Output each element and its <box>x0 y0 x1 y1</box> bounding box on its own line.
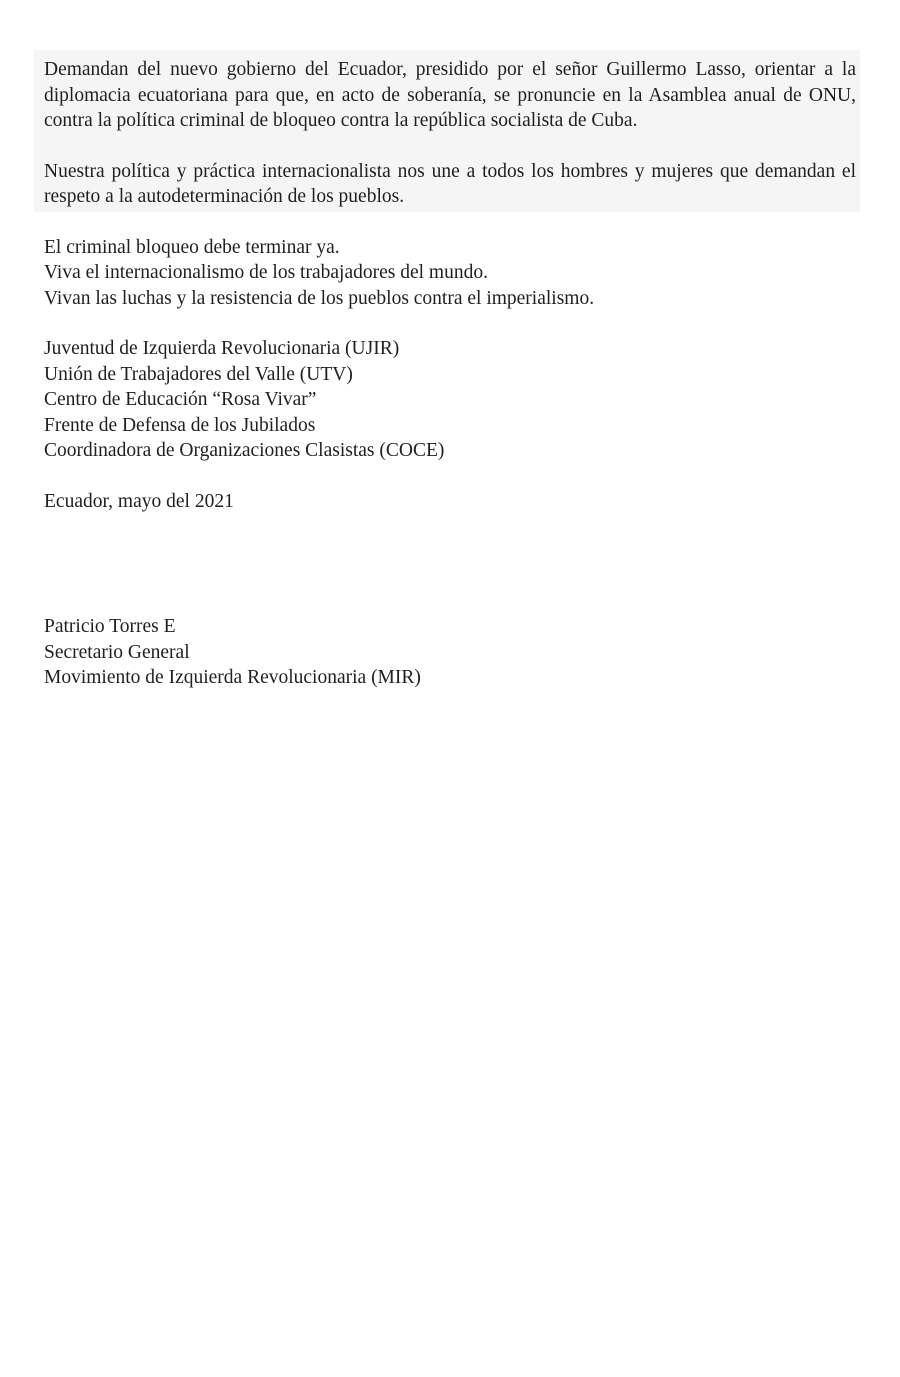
signature-spacer <box>44 539 856 614</box>
paragraph-demand: Demandan del nuevo gobierno del Ecuador, presidido por el señor Guillermo Lasso, orientar a la diplomacia ecuatoriana para que, en acto de soberanía, se pronuncie en la Asamblea anual de ONU, contra la política criminal de bloqueo contra la república socialista de Cuba. <box>44 59 856 131</box>
place-date-block <box>44 489 856 515</box>
organizations-block <box>44 336 856 464</box>
organization-line: Unión de Trabajadores del Valle (UTV) <box>44 363 353 385</box>
slogan-line: Viva el internacionalismo de los trabajadores del mundo. <box>44 262 488 283</box>
signatory-title: Secretario General <box>44 641 190 663</box>
signatory-name: Patricio Torres E <box>44 616 176 637</box>
place-date: Ecuador, mayo del 2021 <box>44 490 234 512</box>
organization-line: Frente de Defensa de los Jubilados <box>44 414 316 436</box>
signatory-organization: Movimiento de Izquierda Revolucionaria (MIR) <box>44 667 421 688</box>
document-body <box>44 57 856 716</box>
slogan-line: Vivan las luchas y la resistencia de los pueblos contra el imperialismo. <box>44 287 595 309</box>
organization-line: Centro de Educación “Rosa Vivar” <box>44 389 317 410</box>
signature-block <box>44 614 856 691</box>
paragraph-internationalism: Nuestra política y práctica internacionalista nos une a todos los hombres y mujeres que demandan el respeto a la autodeterminación de los pueblos. <box>44 160 856 207</box>
organization-line: Coordinadora de Organizaciones Clasistas (COCE) <box>44 440 445 461</box>
organization-line: Juventud de Izquierda Revolucionaria (UJIR) <box>44 338 400 359</box>
slogan-line: El criminal bloqueo debe terminar ya. <box>44 236 340 258</box>
slogans-block <box>44 235 856 312</box>
